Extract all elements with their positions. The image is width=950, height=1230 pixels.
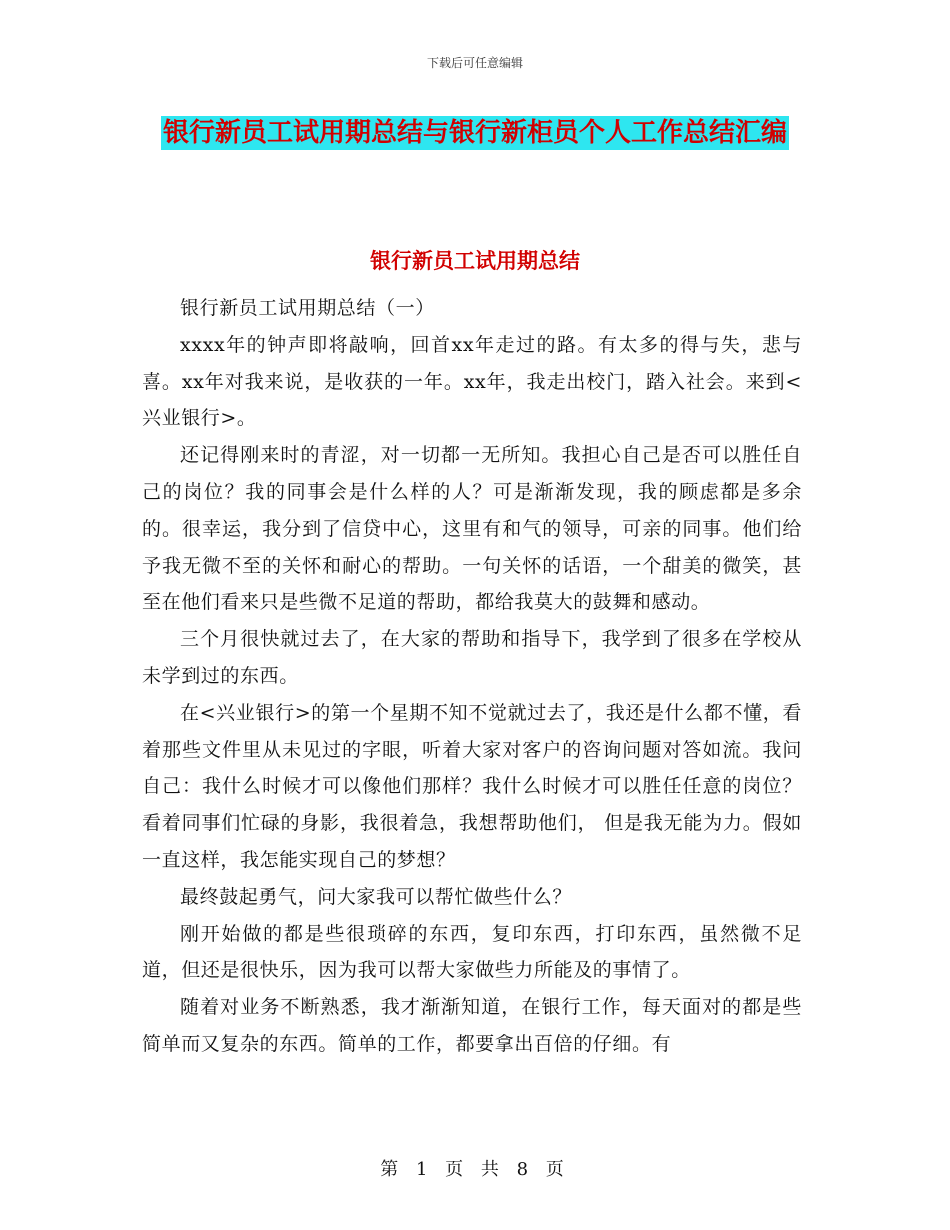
section-title: 银行新员工试用期总结	[370, 248, 580, 273]
paragraph: 三个月很快就过去了，在大家的帮助和指导下，我学到了很多在学校从未学到过的东西。	[142, 628, 802, 687]
paragraph: 随着对业务不断熟悉，我才渐渐知道，在银行工作，每天面对的都是些简单而又复杂的东西。简单的工作，都要拿出百倍的仔细。有	[142, 996, 802, 1055]
document-title-text: 银行新员工试用期总结与银行新柜员个人工作总结汇编	[162, 118, 787, 148]
header-note: 下载后可任意编辑	[426, 56, 523, 70]
paragraph: 在<兴业银行>的第一个星期不知不觉就过去了，我还是什么都不懂，看着那些文件里从未见过的字眼，听着大家对客户的咨询问题对答如流。我问自己：我什么时候才可以像他们那样？我什么时候才可以胜任任意的岗位？看着同事们忙碌的身影，我很着急，我想帮助他们， 但是我无能为力。假如一直这样，我怎能实现自己的梦想？	[142, 701, 802, 871]
paragraph: 刚开始做的都是些很琐碎的东西，复印东西，打印东西，虽然微不足道，但还是很快乐，因为我可以帮大家做些力所能及的事情了。	[142, 922, 802, 982]
paragraph: 最终鼓起勇气，问大家我可以帮忙做些什么？	[180, 885, 573, 908]
paragraph: xxxx年的钟声即将敲响，回首xx年走过的路。有太多的得与失，悲与喜。xx年对我来说，是收获的一年。xx年，我走出校门，踏入社会。来到<兴业银行>。	[142, 333, 802, 430]
paragraph: 还记得刚来时的青涩，对一切都一无所知。我担心自己是否可以胜任自己的岗位？我的同事会是什么样的人？可是渐渐发现，我的顾虑都是多余的。很幸运，我分到了信贷中心，这里有和气的领导，可亲的同事。他们给予我无微不至的关怀和耐心的帮助。一句关怀的话语，一个甜美的微笑，甚至在他们看来只是些微不足道的帮助，都给我莫大的鼓舞和感动。	[142, 444, 802, 614]
document-title	[140, 110, 810, 156]
page-footer: 第 1 页 共 8 页	[380, 1159, 570, 1180]
paragraph: 银行新员工试用期总结（一）	[180, 297, 435, 319]
document-body	[142, 290, 802, 1063]
